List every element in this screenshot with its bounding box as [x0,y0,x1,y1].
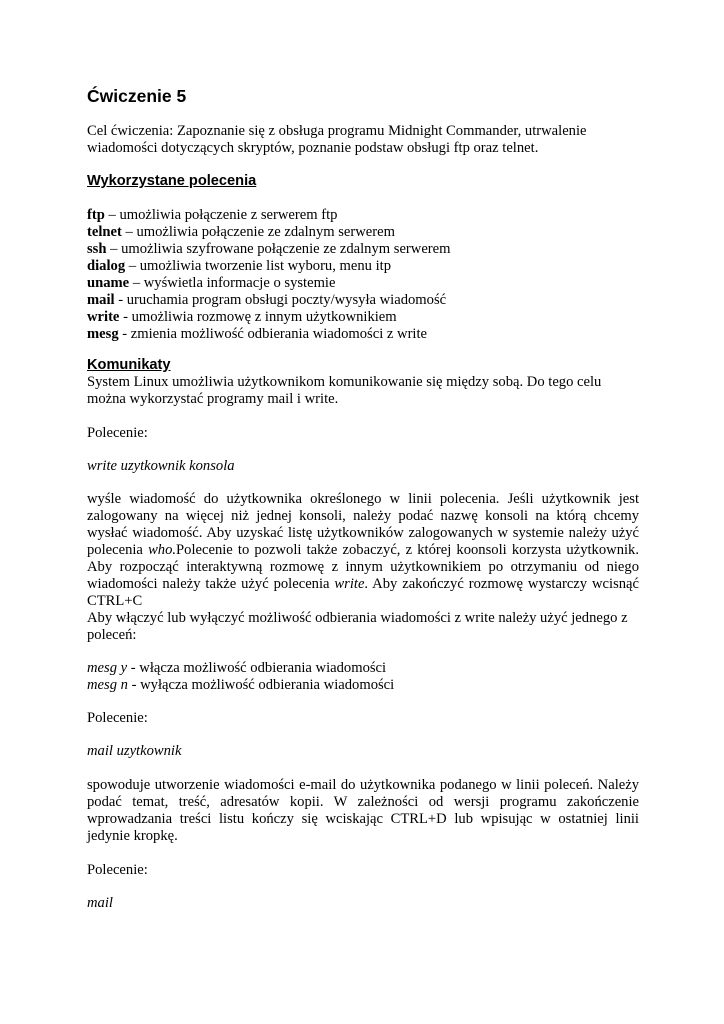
command-label: Polecenie: [87,425,148,441]
write-desc-part-2: Polecenie to pozwoli także zobaczyć, z której koonsoli korzysta użytkownik. Aby rozpocząć interaktywną rozmowę z innym użytkownikiem po otrzymaniu od niego wiadomości należy także użyć polecenia [87,542,639,592]
intro-line-1: System Linux umożliwia użytkownikom komunikowanie się między sobą. Do tego celu [87,374,602,390]
command-name: uname [87,275,130,291]
mesg-example-off [87,677,639,694]
write-example [87,458,639,475]
mail-example-2-text: mail [87,895,113,911]
goal-line-2: wiadomości dotyczących skryptów, poznanie podstaw obsługi ftp oraz telnet. [87,140,539,156]
mesg-example-on [87,660,639,677]
command-item-dialog [87,258,639,275]
write-desc-part-3: . Aby zakończyć rozmowę wystarczy wcisnąć CTRL+C [87,576,639,609]
command-name: dialog [87,258,126,274]
mail-example-text: mail uzytkownik [87,743,182,759]
write-desc-part-1: wyśle wiadomość do użytkownika określonego w linii polecenia. Jeśli użytkownik jest zalogowany na więcej niż jednej konsoli, należy podać nazwę konsoli na którą chcemy wysłać wiadomość. Aby uzyskać listę użytkowników zalogowanych w systemie należy użyć polecenia [87,491,639,558]
command-item-mesg [87,326,639,343]
command-label: Polecenie: [87,710,148,726]
command-item-uname [87,275,639,292]
command-name: mesg [87,326,119,342]
mesg-example-desc: - włącza możliwość odbierania wiadomości [127,660,387,676]
intro-line-2: można wykorzystać programy mail i write. [87,391,339,407]
commands-list [87,207,639,343]
goal-line-1: Cel ćwiczenia: Zapoznanie się z obsługa programu Midnight Commander, utrwalenie [87,123,587,139]
command-desc: - umożliwia rozmowę z innym użytkownikiem [119,309,397,325]
mesg-intro [87,610,639,644]
mail-example [87,743,639,760]
mail-example-2 [87,895,639,912]
command-desc: – wyświetla informacje o systemie [129,275,336,291]
messages-heading: Komunikaty [87,357,171,373]
command-item-ssh [87,241,639,258]
mesg-example-cmd: mesg y [87,660,128,676]
page-title: Ćwiczenie 5 [87,86,187,106]
commands-heading: Wykorzystane polecenia [87,173,257,189]
write-command: write [334,576,365,592]
command-name: write [87,309,120,325]
command-name: telnet [87,224,122,240]
command-name: ftp [87,207,105,223]
goal-paragraph [87,123,639,157]
command-item-ftp [87,207,639,224]
who-command: who. [148,542,177,558]
command-desc: – umożliwia tworzenie list wyboru, menu itp [125,258,392,274]
command-desc: – umożliwia połączenie ze zdalnym serwerem [121,224,395,240]
mesg-intro-line-1: Aby włączyć lub wyłączyć możliwość odbierania wiadomości z write należy użyć jednego z [87,610,628,626]
command-item-telnet [87,224,639,241]
command-item-write [87,309,639,326]
mesg-intro-line-2: poleceń: [87,627,137,643]
command-desc: - uruchamia program obsługi poczty/wysyła wiadomość [114,292,447,308]
mesg-example-cmd: mesg n [87,677,128,693]
intro-paragraph [87,374,639,408]
command-name: mail [87,292,115,308]
command-desc: – umożliwia połączenie z serwerem ftp [104,207,338,223]
write-example-text: write uzytkownik konsola [87,458,235,474]
mesg-examples [87,660,639,694]
command-desc: - zmienia możliwość odbierania wiadomości z write [118,326,428,342]
mail-description: spowoduje utworzenie wiadomości e-mail do użytkownika podanego w linii poleceń. Należy podać temat, treść, adresatów kopii. W zależności od wersji programu zakończenie wprowadzania treści listu kończy się wciskając CTRL+D lub wpisując w ostatniej linii jedynie kropkę. [87,777,639,844]
mesg-example-desc: - wyłącza możliwość odbierania wiadomości [127,677,395,693]
command-name: ssh [87,241,107,257]
command-label: Polecenie: [87,862,148,878]
command-desc: – umożliwia szyfrowane połączenie ze zdalnym serwerem [106,241,451,257]
command-item-mail [87,292,639,309]
write-description [87,491,639,610]
